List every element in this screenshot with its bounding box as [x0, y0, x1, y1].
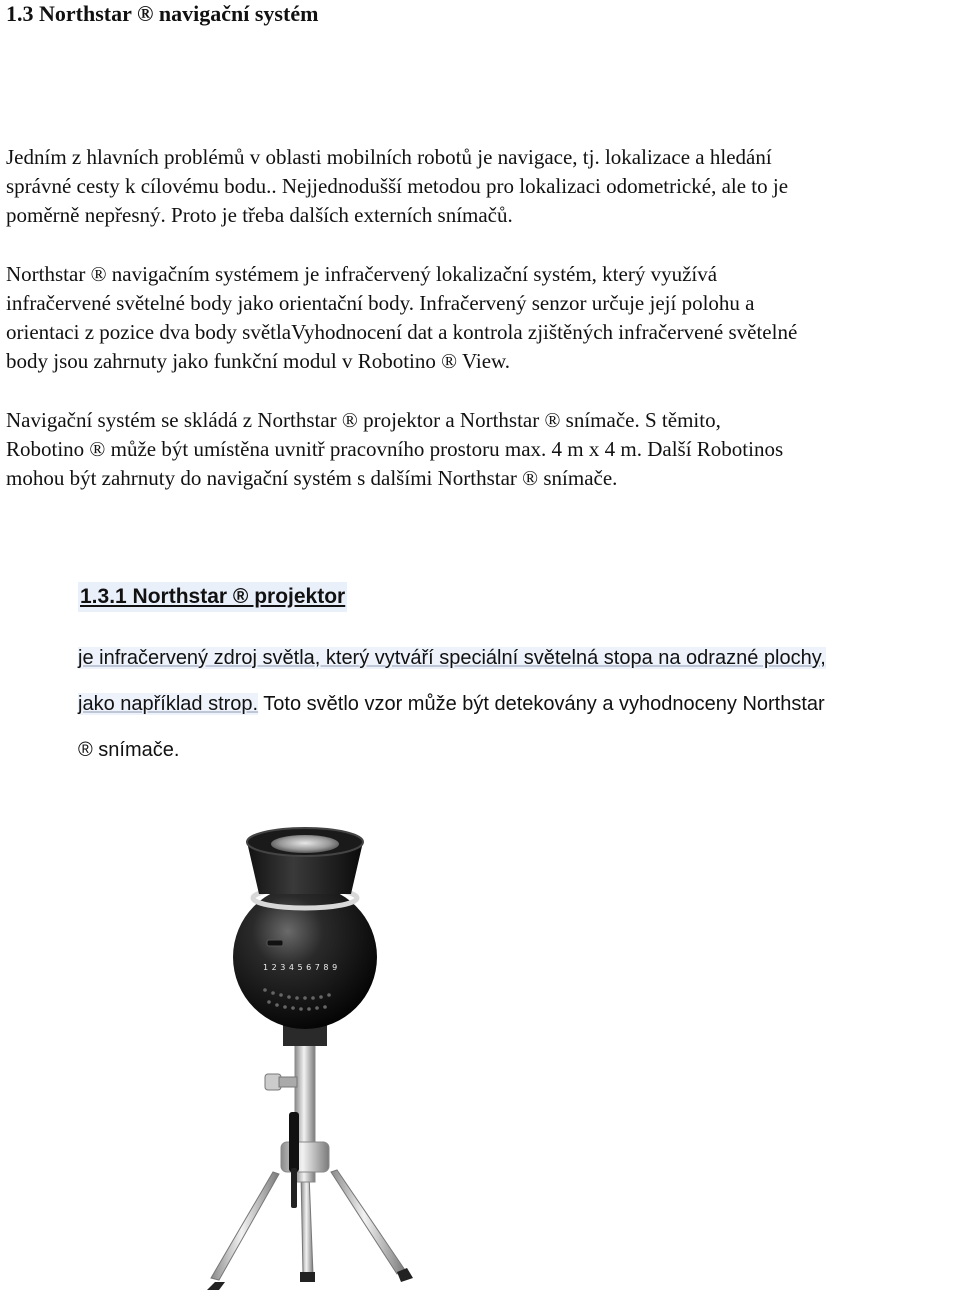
text-line: Navigační systém se skládá z Northstar ® projektor a Northstar ® snímače. S těmito, — [6, 408, 721, 432]
text-line: infračervené světelné body jako orientační body. Infračervený senzor určuje její polohu a — [6, 291, 755, 315]
text-line — [78, 681, 958, 727]
paragraph-system — [6, 406, 956, 493]
text-line — [78, 635, 958, 681]
text-line: orientaci z pozice dva body světlaVyhodnocení dat a kontrola zjištěných infračervené světelné — [6, 320, 798, 344]
subsection-heading: 1.3.1 Northstar ® projektor — [78, 582, 347, 612]
text-line: Jedním z hlavních problémů v oblasti mobilních robotů je navigace, tj. lokalizace a hledání — [6, 145, 772, 169]
paragraph-northstar — [6, 260, 956, 376]
text-line: body jsou zahrnuty jako funkční modul v Robotino ® View. — [6, 349, 511, 373]
dial-numbers: 1 2 3 4 5 6 7 8 9 — [263, 963, 338, 972]
section-heading: 1.3 Northstar ® navigační systém — [6, 1, 319, 26]
projector-lens — [271, 835, 339, 853]
text-line: ® snímače. — [78, 739, 180, 761]
northstar-projector-photo — [155, 812, 455, 1292]
highlighted-text: je infračervený zdroj světla, který vytváří speciální světelná stopa na odrazné plochy, — [78, 647, 826, 669]
paragraph-projector — [78, 635, 958, 773]
paragraph-intro — [6, 143, 956, 230]
tripod-legs — [207, 1170, 413, 1290]
tripod-hub — [281, 1142, 329, 1172]
highlighted-text: jako například strop. — [78, 693, 259, 715]
text-line: Northstar ® navigačním systémem je infračervený lokalizační systém, který využívá — [6, 262, 718, 286]
text-line: Robotino ® může být umístěna uvnitř pracovního prostoru max. 4 m x 4 m. Další Robotinos — [6, 437, 784, 461]
text-line: mohou být zahrnuty do navigační systém s dalšími Northstar ® snímače. — [6, 466, 618, 490]
plain-text: Toto světlo vzor může být detekovány a vyhodnoceny Northstar — [258, 693, 825, 715]
text-line: poměrně nepřesný. Proto je třeba dalších externích snímačů. — [6, 203, 513, 227]
text-line: správné cesty k cílovému bodu.. Nejjednodušší metodou pro lokalizaci odometrické, ale to je — [6, 174, 789, 198]
tripod-handle — [289, 1112, 299, 1172]
